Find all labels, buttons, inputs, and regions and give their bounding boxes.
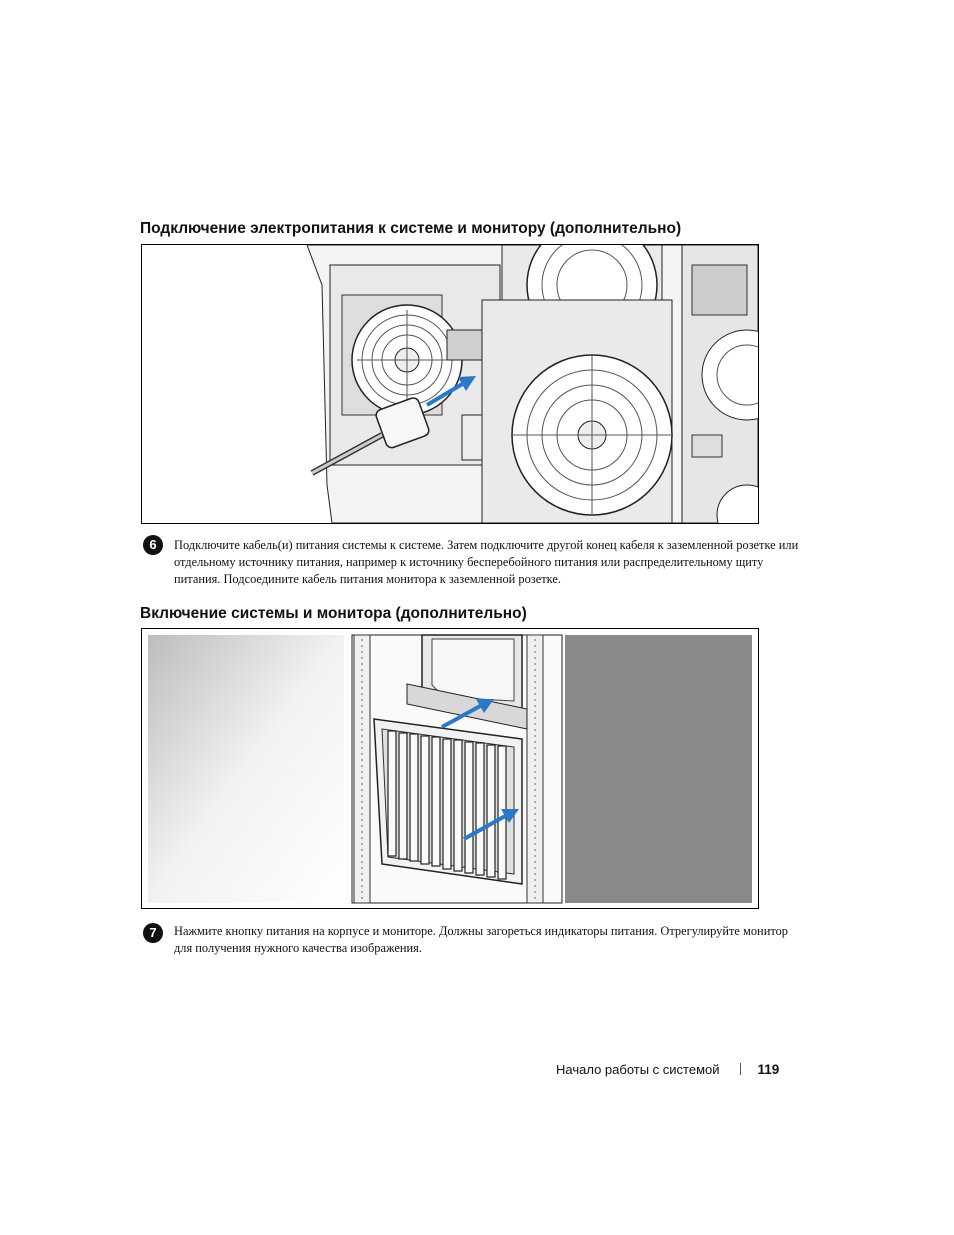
step-6-instruction: Подключите кабель(и) питания системы к системе. Затем подключите другой конец кабеля к заземленной розетке или отдельному источнику питания, например к источнику бесперебойного питания или распределительному щиту питания. Подсоедините кабель питания монитора к заземленной розетке. [174, 538, 799, 586]
step-7-instruction: Нажмите кнопку питания на корпусе и мониторе. Должны загореться индикаторы питания. Отрегулируйте монитор для получения нужного качества изображения. [174, 924, 788, 955]
rack-door-right [565, 635, 752, 903]
footer-separator [740, 1063, 741, 1075]
figure-power-cable-connection [141, 244, 759, 524]
power-on-illustration [142, 629, 758, 908]
page-number: 119 [757, 1062, 780, 1077]
footer-section-title: Начало работы с системой [556, 1062, 720, 1077]
section-heading-power-on: Включение системы и монитора (дополнительно) [140, 605, 527, 622]
fan-module [482, 245, 672, 523]
page-footer [556, 1062, 779, 1077]
step-badge-7: 7 [143, 923, 163, 943]
section-heading-power: Подключение электропитания к системе и монитору (дополнительно) [140, 220, 682, 237]
power-connection-illustration [142, 245, 758, 523]
figure-system-power-on [141, 628, 759, 909]
step-badge-6: 6 [143, 535, 163, 555]
rack-door-left [148, 635, 344, 903]
rear-module-right [682, 245, 758, 523]
blade-enclosure [374, 719, 522, 884]
